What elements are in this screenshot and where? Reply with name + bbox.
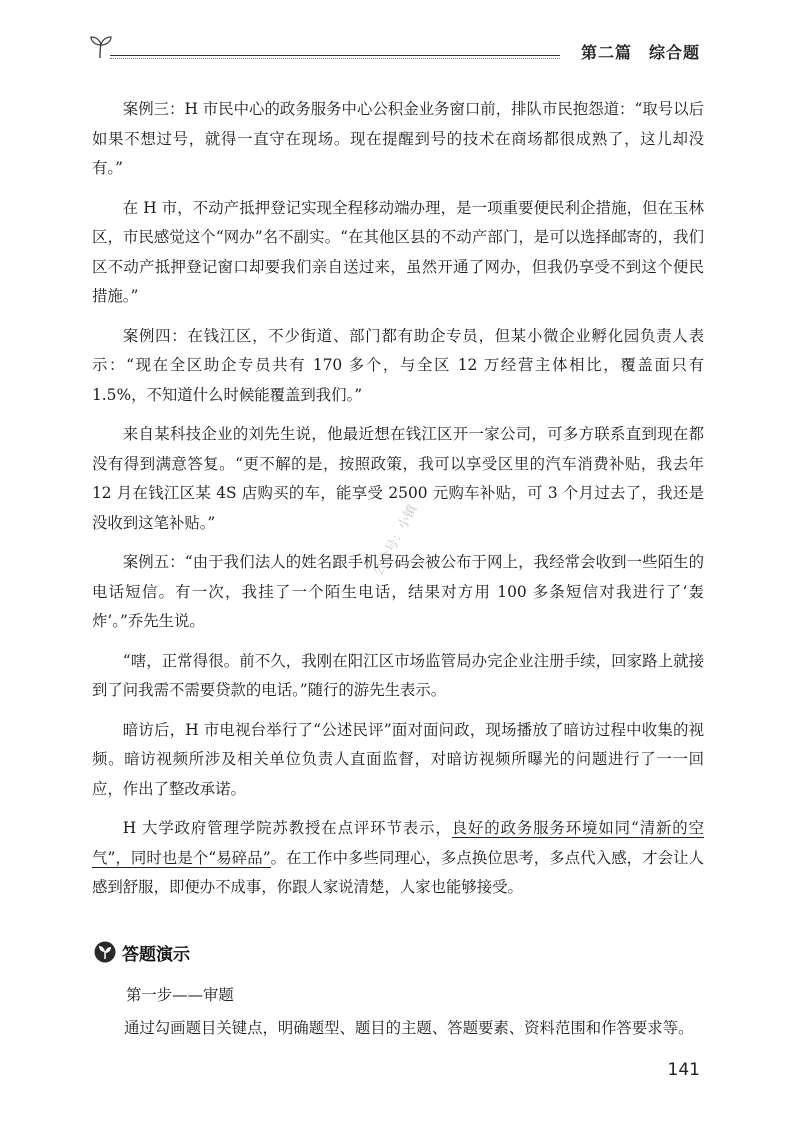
sprout-icon: [88, 34, 114, 60]
step-description: 通过勾画题目关键点，明确题型、题目的主题、答题要素、资料范围和作答要求等。: [124, 1019, 694, 1037]
step-label: 第一步——审题: [126, 986, 234, 1004]
paragraph-yulin: 在 H 市，不动产抵押登记实现全程移动端办理，是一项重要便民利企措施，但在玉林区，市民感觉这个“网办”名不副实。“在其他区县的不动产部门，是可以选择邮寄的，我们区不动产抵押登记窗口却要我们亲自送过来，虽然开通了网办，但我仍享受不到这个便民措施。”: [92, 198, 704, 305]
professor-lead: H 大学政府管理学院苏教授在点评环节表示，: [122, 819, 452, 837]
page-number: 141: [667, 1060, 700, 1080]
body-text: [92, 95, 704, 913]
professor-tail: 。在工作中多些同理心，多点换位思考，多点代入感，才会让人感到舒服，即便办不成事，你跟人家说清楚，人家也能够接受。: [92, 848, 704, 896]
header-dotted-rule: [110, 58, 560, 59]
paragraph-liu: 来自某科技企业的刘先生说，他最近想在钱江区开一家公司，可多方联系直到现在都没有得到满意答复。“更不解的是，按照政策，我可以享受区里的汽车消费补贴，我去年 12 月在钱江区某 4S 店购买的车，能享受 2500 元购车补贴，可 3 个月过去了，我还是没收到这笔补贴。”: [92, 425, 704, 532]
paragraph-case-three: 案例三：H 市民中心的政务服务中心公积金业务窗口前，排队市民抱怨道：“取号以后如果不想过号，就得一直守在现场。现在提醒到号的技术在商场都很成熟了，这儿却没有。”: [92, 100, 704, 177]
paragraph-case-five: 案例五：“由于我们法人的姓名跟手机号码会被公布于网上，我经常会收到一些陌生的电话短信。有一次，我挂了一个陌生电话，结果对方用 100 多条短信对我进行了‘轰炸’。”乔先生说。: [92, 553, 704, 630]
header-rule: [110, 55, 560, 56]
paragraph-you: “嗐，正常得很。前不久，我刚在阳江区市场监管局办完企业注册手续，回家路上就接到了问我需不需要贷款的电话。”随行的游先生表示。: [92, 651, 704, 699]
demo-section-heading: [94, 937, 190, 967]
professor-underlined-quote: 良好的政务服务环境如同“清新的空气”，同时也是个“易碎品”: [92, 819, 704, 867]
page-header: [88, 34, 700, 64]
watermark: 公众号：小镇: [370, 502, 421, 579]
leaf-badge-icon: [94, 941, 116, 963]
paragraph-professor: [92, 814, 704, 903]
section-label: 第二篇 综合题: [580, 43, 700, 62]
paragraph-tv-inquiry: 暗访后，H 市电视台举行了“公述民评”面对面问政，现场播放了暗访过程中收集的视频。暗访视频所涉及相关单位负责人直面监督，对暗访视频所曝光的问题进行了一一回应，作出了整改承诺。: [92, 720, 704, 798]
paragraph-case-four: 案例四：在钱江区，不少街道、部门都有助企专员，但某小微企业孵化园负责人表示：“现在全区助企专员共有 170 多个，与全区 12 万经营主体相比，覆盖面只有 1.5%，不知道什么时候能覆盖到我们。”: [92, 326, 704, 404]
demo-title: 答题演示: [122, 944, 190, 965]
